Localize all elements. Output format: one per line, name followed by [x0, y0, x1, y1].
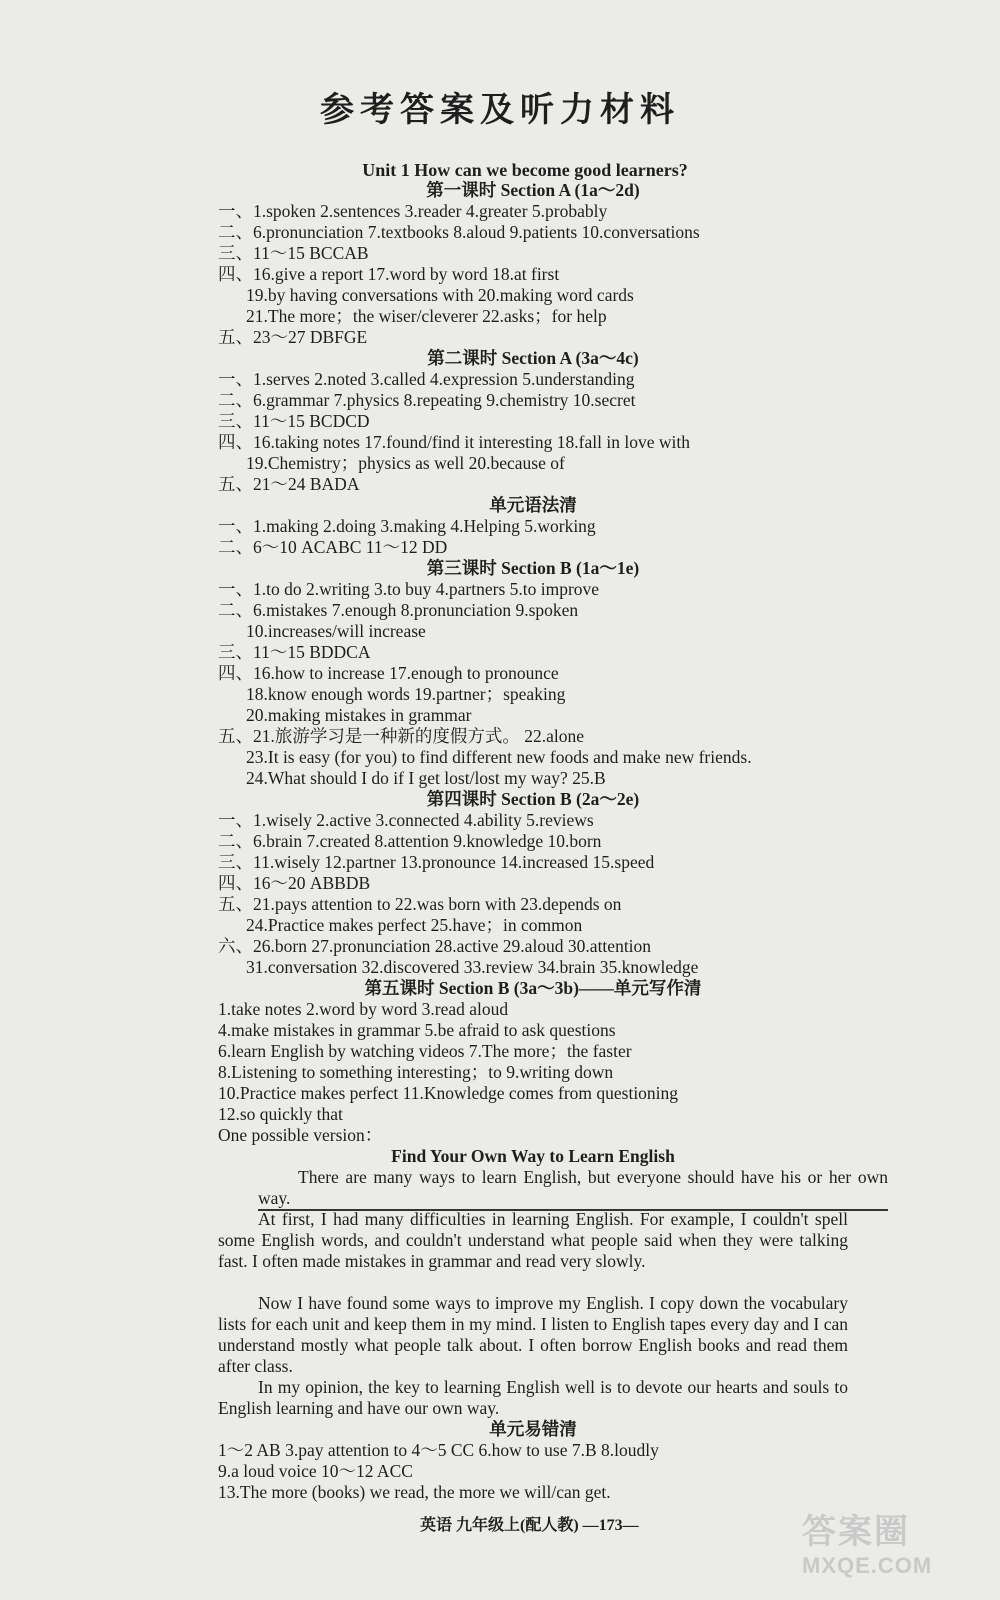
answer-line-46: Find Your Own Way to Learn English: [391, 1146, 675, 1166]
answer-line-17: 二、6～10 ACABC 11～12 DD: [218, 537, 448, 557]
essay-paragraph-2: At first, I had many difficulties in learning English. For example, I couldn't spell some English words, and couldn't understand what people said when they were talking fast. I often made mistakes in grammar and read very slowly.: [218, 1209, 848, 1271]
answer-line-41: 6.learn English by watching videos 7.The more；the faster: [218, 1041, 632, 1061]
answer-line-39: 1.take notes 2.word by word 3.read aloud: [218, 999, 509, 1019]
answer-line-21: 10.increases/will increase: [246, 621, 426, 641]
answer-line-28: 24.What should I do if I get lost/lost my way? 25.B: [246, 768, 606, 788]
answer-line-38: 第五课时 Section B (3a～3b)——单元写作清: [364, 978, 702, 998]
essay-paragraph-3: Now I have found some ways to improve my English. I copy down the vocabulary lists for each unit and keep them in my mind. I listen to English tapes every day and I can understand mostly what people talk about. I often borrow English books and read them after class.: [218, 1293, 848, 1376]
answer-line-27: 23.It is easy (for you) to find different new foods and make new friends.: [246, 747, 752, 767]
error-line-2: 9.a loud voice 10～12 ACC: [218, 1461, 413, 1481]
answer-line-20: 二、6.mistakes 7.enough 8.pronunciation 9.spoken: [218, 600, 579, 620]
essay-paragraph-1: There are many ways to learn English, but everyone should have his or her own way.: [218, 1167, 848, 1209]
essay-paragraph-4: In my opinion, the key to learning English well is to devote our hearts and souls to English learning and have our own way.: [218, 1377, 848, 1418]
answer-line-7: 五、23～27 DBFGE: [218, 327, 368, 347]
answer-line-33: 四、16～20 ABBDB: [218, 873, 371, 893]
answer-line-30: 一、1.wisely 2.active 3.connected 4.ability 5.reviews: [218, 810, 594, 830]
answer-line-42: 8.Listening to something interesting；to 9.writing down: [218, 1062, 614, 1082]
answer-line-10: 二、6.grammar 7.physics 8.repeating 9.chemistry 10.secret: [218, 390, 636, 410]
answer-line-34: 五、21.pays attention to 22.was born with 23.depends on: [218, 894, 622, 914]
error-line-1: 1～2 AB 3.pay attention to 4～5 CC 6.how to use 7.B 8.loudly: [218, 1440, 659, 1460]
answer-line-19: 一、1.to do 2.writing 3.to buy 4.partners 5.to improve: [218, 579, 600, 599]
answer-line-6: 21.The more；the wiser/cleverer 22.asks；for help: [246, 306, 607, 326]
answer-line-25: 20.making mistakes in grammar: [246, 705, 472, 725]
answer-line-22: 三、11～15 BDDCA: [218, 642, 371, 662]
answer-line-31: 二、6.brain 7.created 8.attention 9.knowledge 10.born: [218, 831, 602, 851]
answer-line-15: 单元语法清: [489, 495, 577, 515]
error-section: [218, 1419, 848, 1503]
page-title: 参考答案及听力材料: [320, 90, 680, 130]
answer-line-1: 一、1.spoken 2.sentences 3.reader 4.greater 5.probably: [218, 201, 608, 221]
error-line-3: 13.The more (books) we read, the more we will/can get.: [218, 1482, 611, 1502]
answer-line-0: 第一课时 Section A (1a～2d): [426, 180, 640, 200]
page-footer: 英语 九年级上(配人教) —173—: [420, 1517, 639, 1534]
watermark-text: 答案圈: [802, 1513, 910, 1551]
answer-line-23: 四、16.how to increase 17.enough to pronounce: [218, 663, 559, 683]
answer-column: [218, 180, 888, 1503]
answer-line-45: One possible version：: [218, 1125, 383, 1145]
answer-line-12: 四、16.taking notes 17.found/find it interesting 18.fall in love with: [218, 432, 690, 452]
answer-line-36: 六、26.born 27.pronunciation 28.active 29.aloud 30.attention: [218, 936, 652, 956]
answer-line-44: 12.so quickly that: [218, 1104, 343, 1124]
answer-line-37: 31.conversation 32.discovered 33.review 34.brain 35.knowledge: [246, 957, 699, 977]
essay: [218, 1167, 888, 1419]
answer-line-18: 第三课时 Section B (1a～1e): [426, 558, 640, 578]
answer-line-32: 三、11.wisely 12.partner 13.pronounce 14.increased 15.speed: [218, 852, 655, 872]
answer-line-29: 第四课时 Section B (2a～2e): [426, 789, 640, 809]
answer-line-24: 18.know enough words 19.partner；speaking: [246, 684, 566, 704]
unit-title: Unit 1 How can we become good learners?: [362, 160, 688, 180]
answer-line-3: 三、11～15 BCCAB: [218, 243, 369, 263]
answer-line-2: 二、6.pronunciation 7.textbooks 8.aloud 9.patients 10.conversations: [218, 222, 700, 242]
answer-line-40: 4.make mistakes in grammar 5.be afraid to ask questions: [218, 1020, 616, 1040]
answer-line-43: 10.Practice makes perfect 11.Knowledge comes from questioning: [218, 1083, 679, 1103]
answer-line-11: 三、11～15 BCDCD: [218, 411, 370, 431]
answer-line-14: 五、21～24 BADA: [218, 474, 360, 494]
answer-line-9: 一、1.serves 2.noted 3.called 4.expression 5.understanding: [218, 369, 635, 389]
answer-line-8: 第二课时 Section A (3a～4c): [427, 348, 639, 368]
answer-line-26: 五、21.旅游学习是一种新的度假方式。 22.alone: [218, 726, 585, 746]
answer-line-16: 一、1.making 2.doing 3.making 4.Helping 5.working: [218, 516, 596, 536]
error-line-0: 单元易错清: [489, 1419, 577, 1439]
answer-line-13: 19.Chemistry；physics as well 20.because of: [246, 453, 565, 473]
answer-line-4: 四、16.give a report 17.word by word 18.at first: [218, 264, 560, 284]
answer-lines: [218, 180, 848, 1167]
watermark-url: MXQE.COM: [802, 1553, 933, 1578]
answer-line-35: 24.Practice makes perfect 25.have；in common: [246, 915, 583, 935]
watermark-logo: [802, 1504, 972, 1578]
answer-line-5: 19.by having conversations with 20.making word cards: [246, 285, 634, 305]
